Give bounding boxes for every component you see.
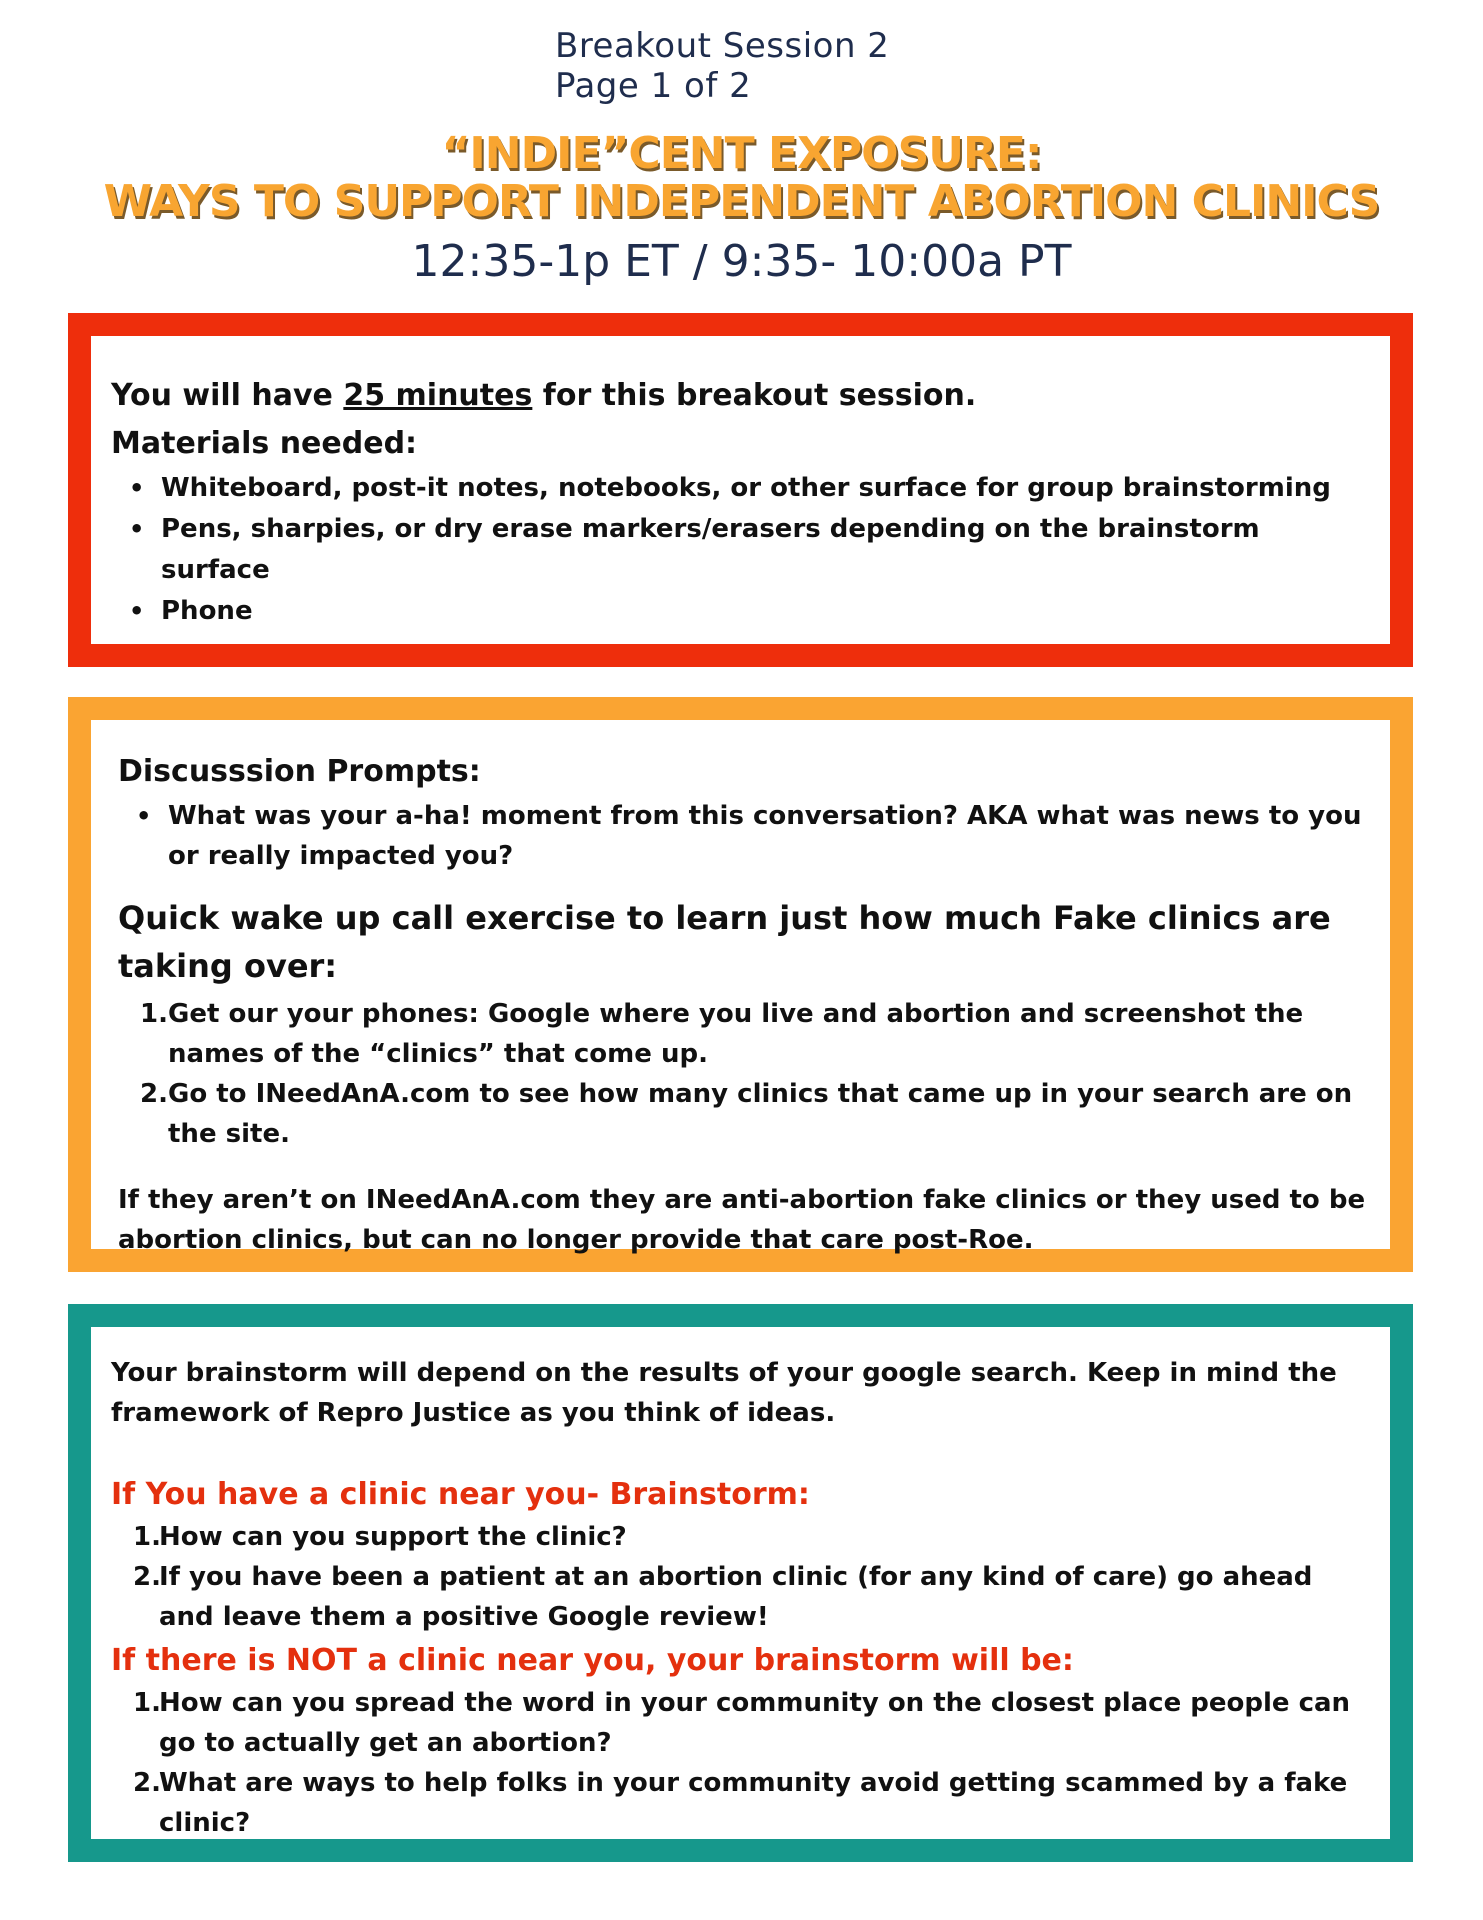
title-line-2: WAYS TO SUPPORT INDEPENDENT ABORTION CLINICS (103, 176, 1380, 227)
step-text: Go to INeedAnA.com to see how many clinics that came up in your search are on the site. (168, 1079, 1353, 1149)
duration-line (111, 372, 1370, 420)
list-item (111, 1763, 1370, 1843)
prompts-heading: Discusssion Prompts: (118, 754, 481, 789)
exercise-heading: Quick wake up call exercise to learn just how much Fake clinics are taking over: (118, 899, 1331, 985)
list-item: • Phone (111, 591, 1370, 632)
step-number: 2. (133, 1768, 161, 1798)
discussion-box (68, 697, 1413, 1272)
near-clinic-list (111, 1517, 1370, 1637)
closing-note: If they aren’t on INeedAnA.com they are anti-abortion fake clinics or they used to be abortion clinics, but can no longer provide that care post-Roe. (118, 1185, 1366, 1255)
list-item: • Pens, sharpies, or dry erase markers/erasers depending on the brainstorm surface (111, 509, 1370, 591)
prompts-list (118, 796, 1370, 876)
step-number: 1. (133, 1522, 161, 1552)
duration-text-before: You will have (111, 378, 344, 413)
list-item (111, 1683, 1370, 1763)
no-clinic-heading: If there is NOT a clinic near you, your brainstorm will be: (111, 1643, 1074, 1678)
session-time: 12:35-1p ET / 9:35- 10:00a PT (411, 236, 1072, 287)
duration-value: 25 minutes (343, 378, 533, 413)
brainstorm-box (68, 1304, 1413, 1862)
brainstorm-intro: Your brainstorm will depend on the results of your google search. Keep in mind the framework of Repro Justice as you think of ideas. (111, 1358, 1337, 1428)
step-number: 2. (133, 1562, 161, 1592)
step-number: 2. (140, 1079, 168, 1109)
materials-list (111, 468, 1370, 632)
logistics-box (68, 313, 1413, 667)
list-item (111, 1517, 1370, 1557)
item-text: How can you spread the word in your community on the closest place people can go to actually get an abortion? (159, 1688, 1351, 1758)
item-text: If you have been a patient at an abortion clinic (for any kind of care) go ahead and leave them a positive Google review! (159, 1562, 1313, 1632)
step-number: 1. (133, 1688, 161, 1718)
near-clinic-heading: If You have a clinic near you- Brainstorm: (111, 1477, 810, 1512)
logistics-content (111, 372, 1370, 632)
title-line-1: “INDIE”CENT EXPOSURE: (441, 128, 1042, 179)
session-info (555, 26, 889, 106)
item-text: What are ways to help folks in your community avoid getting scammed by a fake clinic? (159, 1768, 1348, 1838)
step-number: 1. (140, 999, 168, 1029)
list-item (111, 1557, 1370, 1637)
item-text: How can you support the clinic? (159, 1522, 627, 1552)
brainstorm-content (111, 1353, 1370, 1843)
list-item (118, 994, 1370, 1074)
materials-heading: Materials needed: (111, 426, 418, 461)
no-clinic-list (111, 1683, 1370, 1843)
list-item: • Whiteboard, post-it notes, notebooks, or other surface for group brainstorming (111, 468, 1370, 509)
exercise-steps (118, 994, 1370, 1154)
duration-text-after: for this breakout session. (532, 378, 977, 413)
discussion-content (118, 748, 1370, 1286)
list-item: • What was your a-ha! moment from this conversation? AKA what was news to you or really impacted you? (118, 796, 1370, 876)
session-label: Breakout Session 2 (555, 26, 890, 66)
step-text: Get our your phones: Google where you live and abortion and screenshot the names of the “clinics” that come up. (168, 999, 1304, 1069)
page-number: Page 1 of 2 (555, 66, 752, 106)
list-item (118, 1074, 1370, 1154)
